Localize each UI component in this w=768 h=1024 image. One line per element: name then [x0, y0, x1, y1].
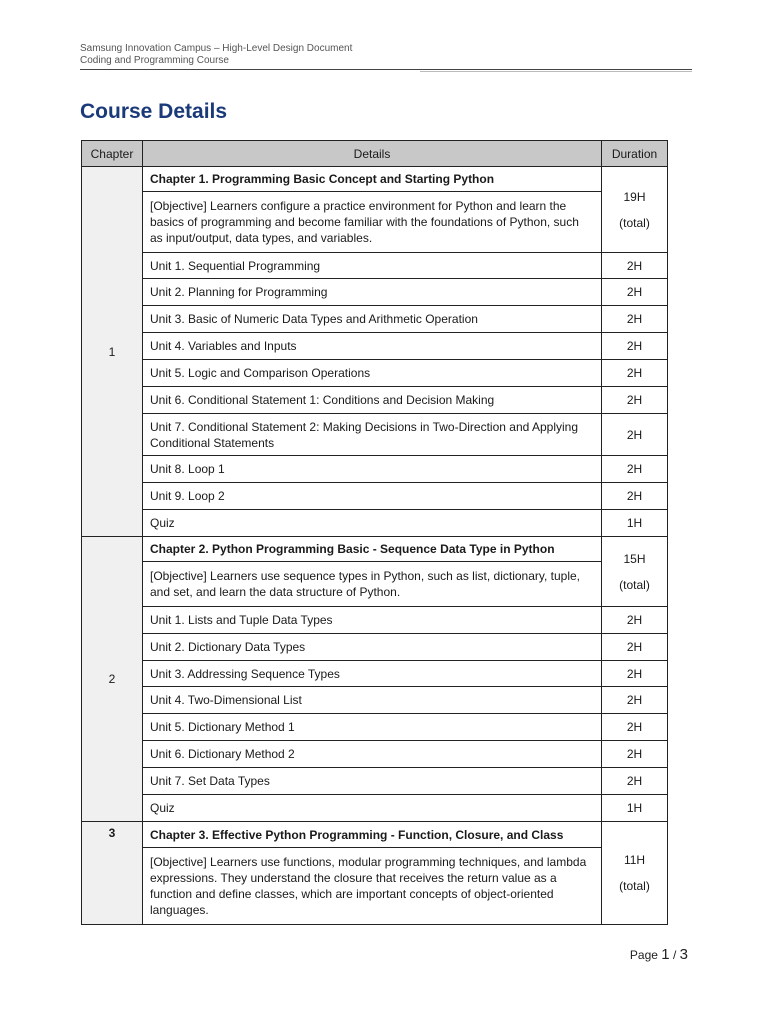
- col-header-details: Details: [143, 141, 602, 167]
- unit-name: Unit 3. Addressing Sequence Types: [143, 661, 602, 687]
- chapter-title-row: [82, 167, 668, 192]
- unit-duration: 2H: [602, 360, 668, 387]
- col-header-duration: Duration: [602, 141, 668, 167]
- total-label: (total): [619, 879, 650, 893]
- unit-name: Unit 2. Dictionary Data Types: [143, 634, 602, 661]
- unit-name: Unit 6. Conditional Statement 1: Conditions and Decision Making: [143, 387, 602, 414]
- chapter-number: 3: [82, 822, 143, 925]
- unit-duration: 2H: [602, 634, 668, 661]
- chapter-title: Chapter 1. Programming Basic Concept and Starting Python: [143, 167, 602, 192]
- unit-name: Unit 8. Loop 1: [143, 456, 602, 483]
- table-row: [82, 687, 668, 714]
- total-label: (total): [619, 215, 650, 230]
- unit-duration: 2H: [602, 306, 668, 333]
- chapter-title-row: [82, 537, 668, 562]
- chapter-title-row: [82, 822, 668, 848]
- objective-row: [82, 562, 668, 607]
- course-table: [81, 140, 668, 925]
- unit-name: Unit 9. Loop 2: [143, 483, 602, 510]
- page-label: Page: [629, 948, 658, 962]
- page-indicator: [630, 946, 688, 963]
- unit-name: Unit 1. Lists and Tuple Data Types: [143, 607, 602, 634]
- table-row: [82, 483, 668, 510]
- unit-duration: 2H: [602, 253, 668, 279]
- unit-duration: 2H: [602, 333, 668, 360]
- header-line-1: Samsung Innovation Campus – High-Level Design Document: [80, 43, 353, 54]
- unit-duration: 2H: [602, 456, 668, 483]
- unit-name: Unit 4. Variables and Inputs: [143, 333, 602, 360]
- table-header-row: [82, 141, 668, 167]
- unit-name: Unit 5. Dictionary Method 1: [143, 714, 602, 741]
- table-row: [82, 387, 668, 414]
- chapter-objective: [Objective] Learners use functions, modular programming techniques, and lambda expressions. They understand the closure that receives the return value as a function and define classes, which are important concepts of object-oriented languages.: [143, 848, 602, 925]
- table-row: [82, 768, 668, 795]
- chapter-title: Chapter 2. Python Programming Basic - Sequence Data Type in Python: [143, 537, 602, 562]
- header-divider: [80, 69, 692, 70]
- unit-duration: 2H: [602, 661, 668, 687]
- col-header-chapter: Chapter: [82, 141, 143, 167]
- unit-name: Unit 2. Planning for Programming: [143, 279, 602, 306]
- table-row: [82, 661, 668, 687]
- unit-duration: 1H: [602, 795, 668, 822]
- unit-duration: 2H: [602, 279, 668, 306]
- unit-duration: 2H: [602, 768, 668, 795]
- unit-name: Unit 7. Conditional Statement 2: Making Decisions in Two-Direction and Applying Conditional Statements: [143, 414, 602, 456]
- table-row: [82, 607, 668, 634]
- table-row: [82, 333, 668, 360]
- unit-name: Unit 4. Two-Dimensional List: [143, 687, 602, 714]
- page-separator: /: [672, 948, 677, 962]
- chapter-number: 1: [82, 167, 143, 537]
- table-row: [82, 741, 668, 768]
- unit-name: Quiz: [143, 510, 602, 537]
- unit-name: Quiz: [143, 795, 602, 822]
- document-header: [80, 43, 352, 67]
- chapter-total-duration: [602, 537, 668, 607]
- table-row: [82, 456, 668, 483]
- table-row: [82, 714, 668, 741]
- page-total: 3: [679, 946, 688, 963]
- chapter-number: 2: [82, 537, 143, 822]
- table-row: [82, 795, 668, 822]
- table-row: [82, 634, 668, 661]
- total-hours: 19H: [623, 189, 646, 204]
- total-hours: 11H: [623, 853, 646, 867]
- header-divider-shadow: [420, 71, 692, 72]
- table-row: [82, 279, 668, 306]
- unit-name: Unit 3. Basic of Numeric Data Types and Arithmetic Operation: [143, 306, 602, 333]
- page-title: Course Details: [80, 100, 228, 123]
- unit-name: Unit 6. Dictionary Method 2: [143, 741, 602, 768]
- unit-duration: 2H: [602, 607, 668, 634]
- table-row: [82, 510, 668, 537]
- header-line-2: Coding and Programming Course: [80, 55, 229, 66]
- chapter-total-duration: [602, 167, 668, 253]
- unit-duration: 2H: [602, 687, 668, 714]
- unit-duration: 1H: [602, 510, 668, 537]
- table-row: [82, 414, 668, 456]
- chapter-total-duration: [602, 822, 668, 925]
- total-label: (total): [619, 577, 650, 592]
- page-current: 1: [661, 946, 670, 963]
- table-row: [82, 306, 668, 333]
- unit-name: Unit 7. Set Data Types: [143, 768, 602, 795]
- unit-duration: 2H: [602, 741, 668, 768]
- table-row: [82, 360, 668, 387]
- chapter-title: Chapter 3. Effective Python Programming - Function, Closure, and Class: [143, 822, 602, 848]
- unit-duration: 2H: [602, 714, 668, 741]
- total-hours: 15H: [623, 551, 646, 566]
- unit-duration: 2H: [602, 483, 668, 510]
- objective-row: [82, 192, 668, 253]
- chapter-objective: [Objective] Learners use sequence types in Python, such as list, dictionary, tuple, and set, and learn the data structure of Python.: [143, 562, 602, 607]
- table-row: [82, 253, 668, 279]
- chapter-objective: [Objective] Learners configure a practice environment for Python and learn the basics of programming and become familiar with the foundations of Python, such as input/output, data types, and variables.: [143, 192, 602, 253]
- unit-duration: 2H: [602, 414, 668, 456]
- unit-duration: 2H: [602, 387, 668, 414]
- objective-row: [82, 848, 668, 925]
- unit-name: Unit 1. Sequential Programming: [143, 253, 602, 279]
- unit-name: Unit 5. Logic and Comparison Operations: [143, 360, 602, 387]
